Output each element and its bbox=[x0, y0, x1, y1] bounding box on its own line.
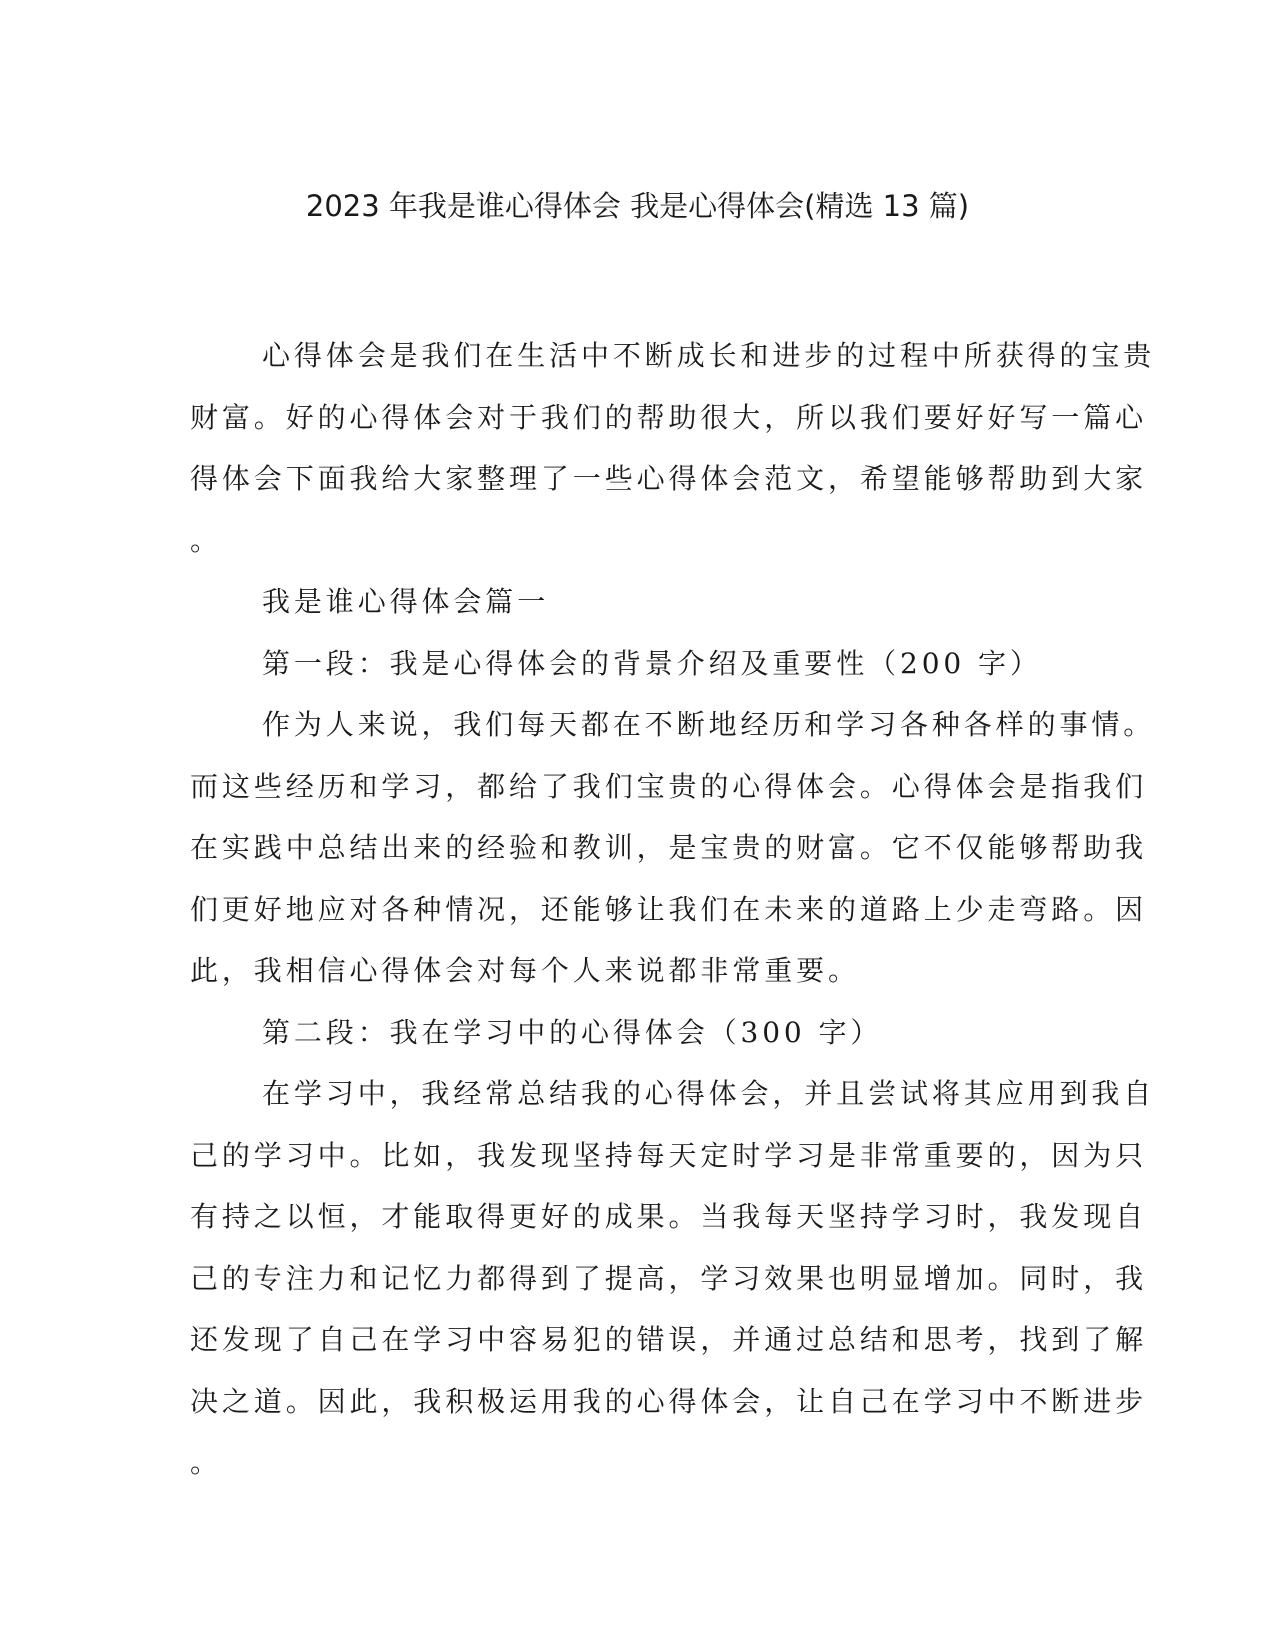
text-line: 心得体会是我们在生活中不断成长和进步的过程中所获得的宝贵 bbox=[262, 339, 1156, 372]
text-line: 得体会下面我给大家整理了一些心得体会范文，希望能够帮助到大家 bbox=[190, 462, 1148, 495]
part2-heading: 第二段：我在学习中的心得体会（300 字） bbox=[262, 1015, 883, 1049]
part1-heading: 第一段：我是心得体会的背景介绍及重要性（200 字） bbox=[262, 646, 1042, 680]
text-line: 在学习中，我经常总结我的心得体会，并且尝试将其应用到我自 bbox=[262, 1077, 1156, 1110]
part2-paragraph bbox=[190, 1063, 1156, 1494]
text-line: 此，我相信心得体会对每个人来说都非常重要。 bbox=[190, 954, 860, 987]
section-title: 我是谁心得体会篇一 bbox=[262, 585, 550, 618]
text-line: 作为人来说，我们每天都在不断地经历和学习各种各样的事情。 bbox=[262, 708, 1156, 741]
intro-paragraph bbox=[190, 325, 1156, 571]
document-title: 2023 年我是谁心得体会 我是心得体会(精选 13 篇) bbox=[305, 189, 970, 223]
text-line: 。 bbox=[190, 523, 222, 557]
text-line: 们更好地应对各种情况，还能够让我们在未来的道路上少走弯路。因 bbox=[190, 892, 1148, 926]
text-line: 还发现了自己在学习中容易犯的错误，并通过总结和思考，找到了解 bbox=[190, 1323, 1148, 1356]
text-line: 有持之以恒，才能取得更好的成果。当我每天坚持学习时，我发现自 bbox=[190, 1200, 1148, 1233]
text-line: 己的专注力和记忆力都得到了提高，学习效果也明显增加。同时，我 bbox=[190, 1261, 1148, 1295]
part1-paragraph bbox=[190, 694, 1156, 1002]
text-line: 己的学习中。比如，我发现坚持每天定时学习是非常重要的，因为只 bbox=[190, 1138, 1148, 1172]
text-line: 决之道。因此，我积极运用我的心得体会，让自己在学习中不断进步 bbox=[190, 1384, 1148, 1418]
text-line: 财富。好的心得体会对于我们的帮助很大，所以我们要好好写一篇心 bbox=[190, 400, 1148, 434]
text-line: 。 bbox=[190, 1446, 222, 1479]
text-line: 在实践中总结出来的经验和教训，是宝贵的财富。它不仅能够帮助我 bbox=[190, 831, 1148, 864]
text-line: 而这些经历和学习，都给了我们宝贵的心得体会。心得体会是指我们 bbox=[190, 769, 1148, 803]
document-body bbox=[190, 325, 1156, 1494]
